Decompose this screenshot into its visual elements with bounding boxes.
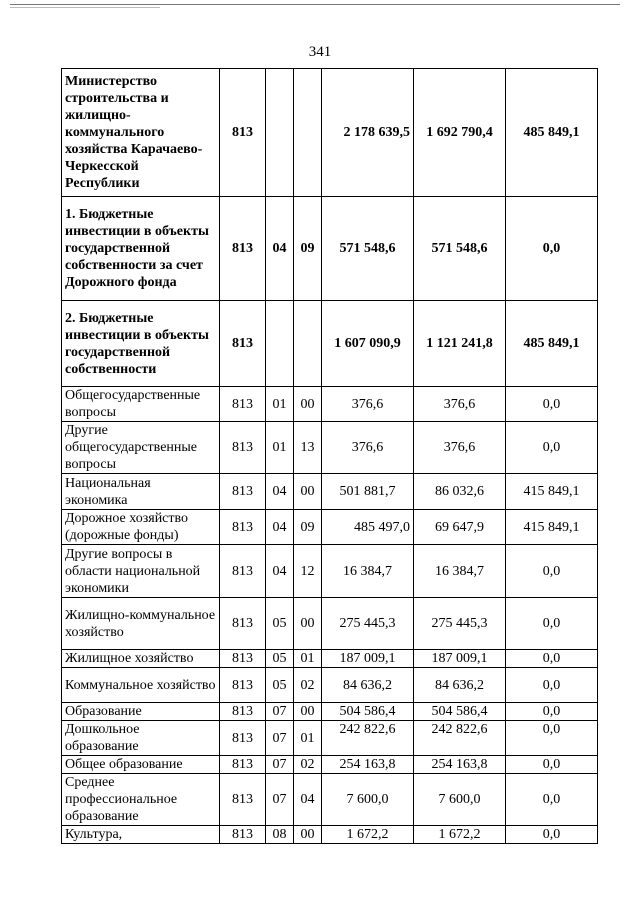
row-code: 813 <box>220 69 266 197</box>
row-amount-3: 0,0 <box>506 774 598 826</box>
row-amount-3: 0,0 <box>506 197 598 301</box>
row-amount-3: 485 849,1 <box>506 69 598 197</box>
row-amount-2: 86 032,6 <box>414 474 506 510</box>
row-name: 2. Бюджетные инвестиции в объекты государственной собственности <box>62 301 220 387</box>
row-amount-3: 0,0 <box>506 721 598 756</box>
row-amount-3: 0,0 <box>506 650 598 668</box>
row-subsection: 12 <box>294 545 322 598</box>
row-total: 376,6 <box>322 422 414 474</box>
row-amount-3: 0,0 <box>506 703 598 721</box>
row-name: Среднее профессиональное образование <box>62 774 220 826</box>
row-code: 813 <box>220 545 266 598</box>
table-row <box>62 756 598 774</box>
row-code: 813 <box>220 197 266 301</box>
row-subsection: 00 <box>294 598 322 650</box>
row-total: 504 586,4 <box>322 703 414 721</box>
row-section: 07 <box>266 703 294 721</box>
row-code: 813 <box>220 422 266 474</box>
table-row <box>62 301 598 387</box>
row-amount-3: 485 849,1 <box>506 301 598 387</box>
scan-header-line <box>10 4 620 5</box>
row-amount-2: 7 600,0 <box>414 774 506 826</box>
row-subsection: 02 <box>294 756 322 774</box>
row-subsection <box>294 69 322 197</box>
row-amount-2: 504 586,4 <box>414 703 506 721</box>
table-row <box>62 69 598 197</box>
table-row <box>62 510 598 545</box>
row-total: 16 384,7 <box>322 545 414 598</box>
row-section <box>266 69 294 197</box>
row-code: 813 <box>220 510 266 545</box>
row-code: 813 <box>220 668 266 703</box>
table-row <box>62 474 598 510</box>
row-total: 187 009,1 <box>322 650 414 668</box>
table-row <box>62 721 598 756</box>
row-amount-2: 376,6 <box>414 422 506 474</box>
row-code: 813 <box>220 774 266 826</box>
row-total: 84 636,2 <box>322 668 414 703</box>
row-amount-2: 254 163,8 <box>414 756 506 774</box>
table-row <box>62 598 598 650</box>
row-name: Дорожное хозяйство (дорожные фонды) <box>62 510 220 545</box>
row-name: Другие общегосударственные вопросы <box>62 422 220 474</box>
row-name: Национальная экономика <box>62 474 220 510</box>
row-subsection: 01 <box>294 650 322 668</box>
row-amount-3: 0,0 <box>506 668 598 703</box>
table-row <box>62 826 598 844</box>
page-number: 341 <box>308 44 332 60</box>
row-amount-2: 376,6 <box>414 387 506 422</box>
row-code: 813 <box>220 721 266 756</box>
row-subsection: 02 <box>294 668 322 703</box>
table-row <box>62 668 598 703</box>
row-amount-2: 187 009,1 <box>414 650 506 668</box>
row-total: 1 672,2 <box>322 826 414 844</box>
row-section: 04 <box>266 474 294 510</box>
row-amount-2: 571 548,6 <box>414 197 506 301</box>
row-subsection: 09 <box>294 197 322 301</box>
row-section: 04 <box>266 197 294 301</box>
row-subsection: 01 <box>294 721 322 756</box>
row-section: 01 <box>266 422 294 474</box>
row-section <box>266 301 294 387</box>
table-row <box>62 197 598 301</box>
row-section: 08 <box>266 826 294 844</box>
row-total: 7 600,0 <box>322 774 414 826</box>
row-subsection: 09 <box>294 510 322 545</box>
row-section: 05 <box>266 598 294 650</box>
row-total: 275 445,3 <box>322 598 414 650</box>
row-amount-2: 1 692 790,4 <box>414 69 506 197</box>
table-row <box>62 422 598 474</box>
row-name: Жилищно-коммунальное хозяйство <box>62 598 220 650</box>
row-subsection: 13 <box>294 422 322 474</box>
row-name: Жилищное хозяйство <box>62 650 220 668</box>
row-code: 813 <box>220 598 266 650</box>
scan-header-mark <box>10 7 160 8</box>
row-code: 813 <box>220 826 266 844</box>
row-amount-3: 0,0 <box>506 387 598 422</box>
row-code: 813 <box>220 650 266 668</box>
row-amount-3: 415 849,1 <box>506 510 598 545</box>
row-section: 07 <box>266 774 294 826</box>
row-code: 813 <box>220 301 266 387</box>
row-amount-3: 415 849,1 <box>506 474 598 510</box>
table-row <box>62 650 598 668</box>
table-row <box>62 774 598 826</box>
row-code: 813 <box>220 756 266 774</box>
row-subsection: 00 <box>294 474 322 510</box>
row-code: 813 <box>220 387 266 422</box>
row-name: Культура, <box>62 826 220 844</box>
row-name: Образование <box>62 703 220 721</box>
row-name: Коммунальное хозяйство <box>62 668 220 703</box>
row-total: 254 163,8 <box>322 756 414 774</box>
row-amount-2: 242 822,6 <box>414 721 506 756</box>
row-amount-2: 84 636,2 <box>414 668 506 703</box>
row-name: Общегосударственные вопросы <box>62 387 220 422</box>
row-name: Дошкольное образование <box>62 721 220 756</box>
row-section: 01 <box>266 387 294 422</box>
row-total: 1 607 090,9 <box>322 301 414 387</box>
row-amount-2: 1 121 241,8 <box>414 301 506 387</box>
row-amount-2: 16 384,7 <box>414 545 506 598</box>
table-row <box>62 703 598 721</box>
row-code: 813 <box>220 703 266 721</box>
row-name: Другие вопросы в области национальной экономики <box>62 545 220 598</box>
row-subsection: 04 <box>294 774 322 826</box>
row-total: 376,6 <box>322 387 414 422</box>
row-amount-3: 0,0 <box>506 598 598 650</box>
table-row <box>62 387 598 422</box>
row-name: Министерство строительства и жилищно-коммунального хозяйства Карачаево-Черкесской Республики <box>62 69 220 197</box>
row-subsection: 00 <box>294 703 322 721</box>
row-subsection: 00 <box>294 387 322 422</box>
row-total: 485 497,0 <box>322 510 414 545</box>
row-amount-3: 0,0 <box>506 826 598 844</box>
row-section: 07 <box>266 756 294 774</box>
row-amount-2: 69 647,9 <box>414 510 506 545</box>
row-total: 2 178 639,5 <box>322 69 414 197</box>
row-section: 04 <box>266 510 294 545</box>
row-total: 242 822,6 <box>322 721 414 756</box>
table-row <box>62 545 598 598</box>
row-amount-3: 0,0 <box>506 422 598 474</box>
row-subsection <box>294 301 322 387</box>
row-total: 571 548,6 <box>322 197 414 301</box>
row-section: 07 <box>266 721 294 756</box>
budget-table <box>61 68 598 844</box>
row-name: Общее образование <box>62 756 220 774</box>
row-name: 1. Бюджетные инвестиции в объекты государственной собственности за счет Дорожного фонда <box>62 197 220 301</box>
row-amount-2: 275 445,3 <box>414 598 506 650</box>
row-section: 05 <box>266 650 294 668</box>
row-amount-3: 0,0 <box>506 756 598 774</box>
row-total: 501 881,7 <box>322 474 414 510</box>
row-amount-3: 0,0 <box>506 545 598 598</box>
row-section: 04 <box>266 545 294 598</box>
row-code: 813 <box>220 474 266 510</box>
row-section: 05 <box>266 668 294 703</box>
row-subsection: 00 <box>294 826 322 844</box>
row-amount-2: 1 672,2 <box>414 826 506 844</box>
